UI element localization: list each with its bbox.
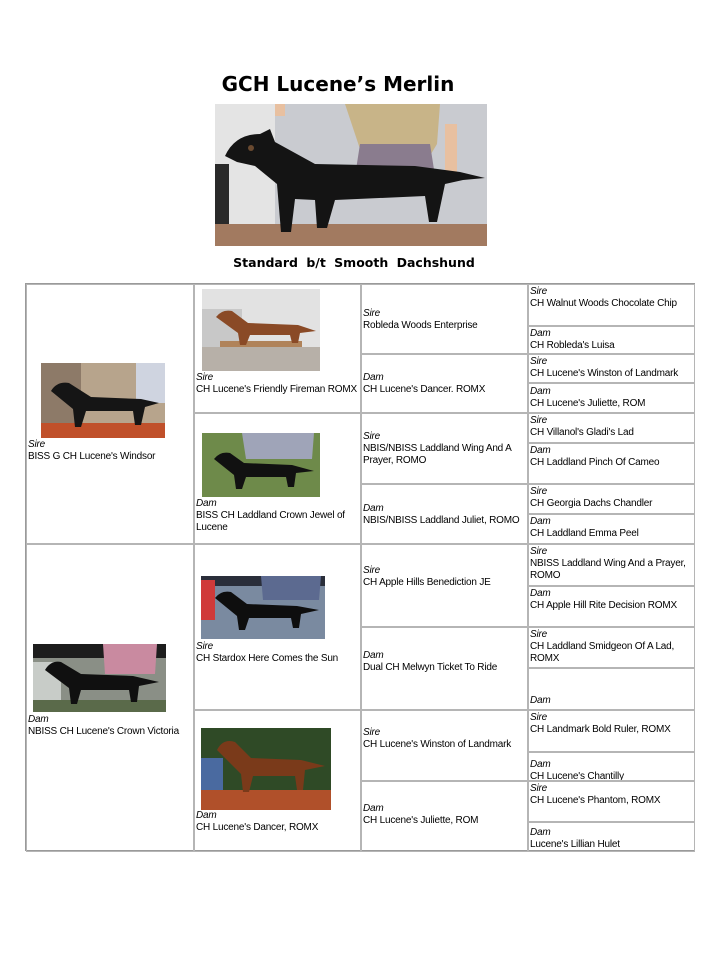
- gen4-name-7: CH Georgia Dachs Chandler: [530, 498, 653, 509]
- dam-photo: [33, 644, 166, 712]
- gen4-role-11: Sire: [530, 629, 547, 640]
- gen3-name-3: NBIS/NBISS Laddland Wing And A Prayer, ROMO: [363, 443, 511, 466]
- gen4-cell-1: [528, 284, 695, 326]
- gen2-photo-1: [202, 289, 320, 371]
- gen4-role-2: Dam: [530, 328, 551, 339]
- gen4-name-6: CH Laddland Pinch Of Cameo: [530, 457, 660, 468]
- gen2-cell-1: [194, 284, 361, 413]
- gen2-name-3: CH Stardox Here Comes the Sun: [196, 653, 339, 664]
- gen3-cell-2: [361, 354, 528, 413]
- gen2-role-4: Dam: [196, 810, 217, 821]
- gen2-name-2: BISS CH Laddland Crown Jewel of Lucene: [196, 510, 345, 533]
- gen1-sire-name: BISS G CH Lucene's Windsor: [28, 451, 156, 462]
- main-dog-photo: [215, 104, 487, 246]
- gen3-cell-6: [361, 627, 528, 710]
- gen4-role-3: Sire: [530, 356, 547, 367]
- gen4-role-7: Sire: [530, 486, 547, 497]
- gen4-cell-7: [528, 484, 695, 514]
- gen4-name-3: CH Lucene's Winston of Landmark: [530, 368, 679, 379]
- gen3-role-8: Dam: [363, 803, 384, 814]
- gen2-photo-3: [201, 576, 325, 639]
- gen4-cell-10: [528, 586, 695, 627]
- gen2-role-3: Sire: [196, 641, 213, 652]
- gen3-cell-1: [361, 284, 528, 354]
- gen3-name-7: CH Lucene's Winston of Landmark: [363, 739, 512, 750]
- gen3-role-4: Dam: [363, 503, 384, 514]
- gen3-cell-5: [361, 544, 528, 627]
- gen2-name-4: CH Lucene's Dancer, ROMX: [196, 822, 319, 833]
- gen4-name-15: CH Lucene's Phantom, ROMX: [530, 795, 661, 806]
- gen1-dam-cell: [26, 544, 194, 852]
- gen4-cell-12: [528, 668, 695, 710]
- gen4-cell-5: [528, 413, 695, 443]
- gen4-role-13: Sire: [530, 712, 547, 723]
- gen4-name-10: CH Apple Hill Rite Decision ROMX: [530, 600, 677, 611]
- gen4-role-4: Dam: [530, 386, 551, 397]
- gen3-name-2: CH Lucene's Dancer. ROMX: [363, 384, 486, 395]
- gen2-role-1: Sire: [196, 372, 213, 383]
- gen1-dam-role: Dam: [28, 714, 49, 725]
- gen3-role-1: Sire: [363, 308, 380, 319]
- gen4-cell-2: [528, 326, 695, 354]
- page-subtitle: Standard b/t Smooth Dachshund: [233, 255, 475, 270]
- gen4-role-1: Sire: [530, 286, 547, 297]
- gen3-cell-3: [361, 413, 528, 484]
- gen3-role-6: Dam: [363, 650, 384, 661]
- gen4-name-4: CH Lucene's Juliette, ROM: [530, 398, 646, 409]
- gen2-photo-4: [201, 728, 331, 810]
- gen3-cell-7: [361, 710, 528, 781]
- gen2-cell-4: [194, 710, 361, 852]
- gen4-role-10: Dam: [530, 588, 551, 599]
- gen1-dam-name: NBISS CH Lucene's Crown Victoria: [28, 726, 179, 737]
- gen4-cell-16: [528, 822, 695, 852]
- page-title: GCH Lucene’s Merlin: [221, 72, 455, 96]
- gen3-cell-4: [361, 484, 528, 544]
- gen3-role-3: Sire: [363, 431, 380, 442]
- gen3-name-4: NBIS/NBISS Laddland Juliet, ROMO: [363, 515, 520, 526]
- gen4-name-14: CH Lucene's Chantilly: [530, 771, 624, 781]
- gen1-sire-role: Sire: [28, 439, 45, 450]
- gen4-role-8: Dam: [530, 516, 551, 527]
- gen4-name-13: CH Landmark Bold Ruler, ROMX: [530, 724, 671, 735]
- gen4-cell-15: [528, 781, 695, 822]
- gen4-cell-11: [528, 627, 695, 668]
- gen4-role-6: Dam: [530, 445, 551, 456]
- gen3-role-2: Dam: [363, 372, 384, 383]
- gen3-name-6: Dual CH Melwyn Ticket To Ride: [363, 662, 498, 673]
- gen4-name-16: Lucene's Lillian Hulet: [530, 839, 620, 850]
- pedigree-table: [25, 283, 695, 851]
- gen4-role-12: Dam: [530, 695, 551, 706]
- gen4-cell-3: [528, 354, 695, 383]
- gen4-role-16: Dam: [530, 827, 551, 838]
- gen4-cell-13: [528, 710, 695, 752]
- gen1-sire-cell: [26, 284, 194, 544]
- gen4-cell-14: [528, 752, 695, 781]
- gen3-role-7: Sire: [363, 727, 380, 738]
- gen2-photo-2: [202, 433, 320, 497]
- gen4-name-11: CH Laddland Smidgeon Of A Lad, ROMX: [530, 641, 675, 664]
- gen2-cell-3: [194, 544, 361, 710]
- gen4-cell-4: [528, 383, 695, 413]
- gen3-cell-8: [361, 781, 528, 852]
- gen2-role-2: Dam: [196, 498, 217, 509]
- gen4-role-15: Sire: [530, 783, 547, 794]
- gen4-role-14: Dam: [530, 759, 551, 770]
- gen4-name-1: CH Walnut Woods Chocolate Chip: [530, 298, 677, 309]
- gen3-name-5: CH Apple Hills Benediction JE: [363, 577, 491, 588]
- gen3-name-8: CH Lucene's Juliette, ROM: [363, 815, 479, 826]
- gen4-name-9: NBISS Laddland Wing And a Prayer, ROMO: [530, 558, 686, 581]
- gen4-cell-9: [528, 544, 695, 586]
- gen4-cell-8: [528, 514, 695, 544]
- gen3-role-5: Sire: [363, 565, 380, 576]
- gen2-cell-2: [194, 413, 361, 544]
- sire-photo: [41, 363, 165, 438]
- gen4-name-2: CH Robleda's Luisa: [530, 340, 615, 351]
- gen4-role-9: Sire: [530, 546, 547, 557]
- gen2-name-1: CH Lucene's Friendly Fireman ROMX: [196, 384, 357, 395]
- gen4-role-5: Sire: [530, 415, 547, 426]
- gen4-name-8: CH Laddland Emma Peel: [530, 528, 639, 539]
- gen3-name-1: Robleda Woods Enterprise: [363, 320, 478, 331]
- gen4-name-5: CH Villanol's Gladi's Lad: [530, 427, 634, 438]
- gen4-cell-6: [528, 443, 695, 484]
